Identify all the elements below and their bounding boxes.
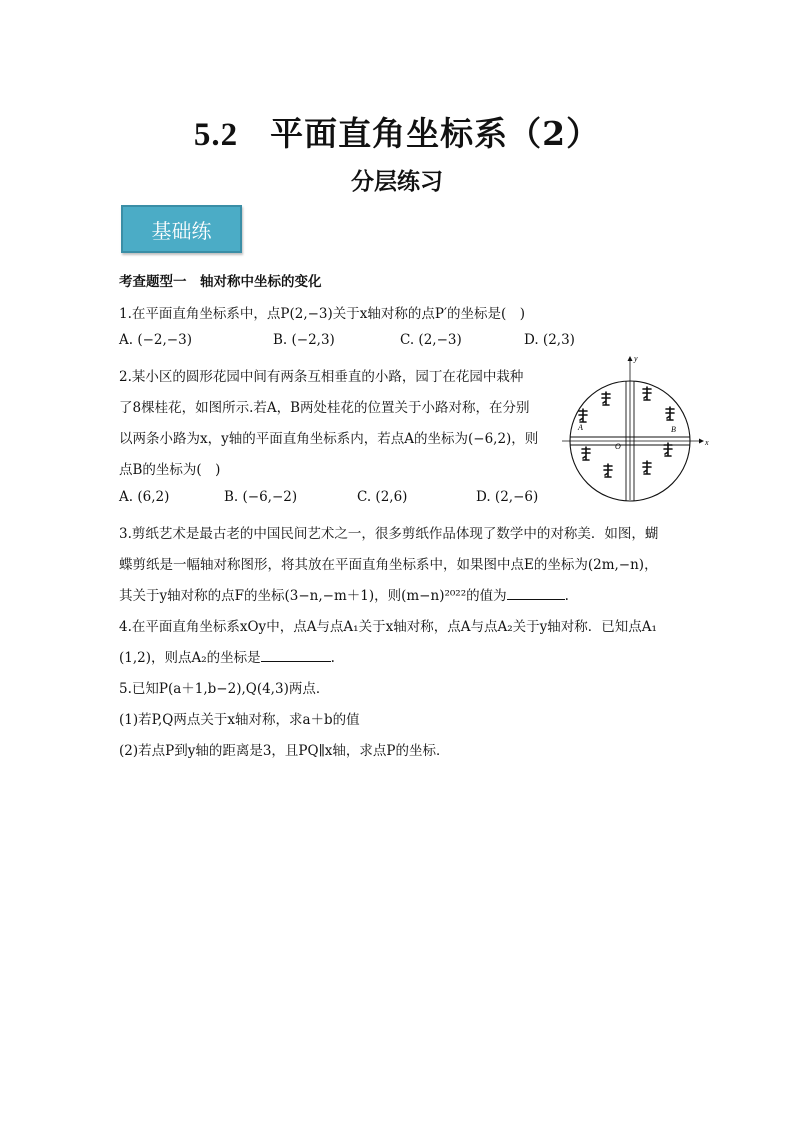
q3-end: . bbox=[564, 588, 569, 604]
section-heading: 考查题型一 轴对称中坐标的变化 bbox=[119, 274, 322, 290]
q4-line-1: 4.在平面直角坐标系xOy中，点A与点A₁关于x轴对称，点A与点A₂关于y轴对称．已知点A₁ bbox=[119, 619, 657, 635]
q1-text: 1.在平面直角坐标系中，点P(2,−3)关于x轴对称的点P′的坐标是( ) bbox=[119, 306, 526, 322]
q2-options bbox=[119, 489, 589, 507]
page-subtitle: 分层练习 bbox=[351, 168, 443, 195]
section-number: 5.2 bbox=[193, 117, 239, 153]
q5-line-1: 5.已知P(a＋1,b−2),Q(4,3)两点． bbox=[119, 681, 330, 697]
q2-option-d: D. (2,−6) bbox=[476, 489, 539, 505]
q1-option-d: D. (2,3) bbox=[524, 332, 575, 348]
q4-end: . bbox=[330, 650, 335, 666]
x-arrow-icon bbox=[699, 439, 704, 444]
garden-figure bbox=[560, 352, 710, 502]
q3-line-3-text: 其关于y轴对称的点F的坐标(3−n,−m＋1)，则(m−n)²⁰²²的值为 bbox=[119, 588, 507, 604]
axis-y-label: y bbox=[634, 354, 638, 363]
tree-icon bbox=[604, 464, 612, 477]
q2-option-a: A. (6,2) bbox=[119, 489, 170, 505]
point-a-label: A bbox=[578, 423, 583, 432]
axis-x-label: x bbox=[705, 438, 709, 447]
q2-line-3: 以两条小路为x，y轴的平面直角坐标系内，若点A的坐标为(−6,2)，则 bbox=[119, 431, 539, 447]
q2-line-1: 2.某小区的圆形花园中间有两条互相垂直的小路，园丁在花园中栽种 bbox=[119, 369, 524, 385]
y-arrow-icon bbox=[628, 356, 633, 361]
tree-icon bbox=[643, 461, 651, 474]
q4-line-2 bbox=[119, 646, 335, 666]
q4-line-2-text: (1,2)，则点A₂的坐标是 bbox=[119, 650, 261, 666]
page-title bbox=[0, 108, 794, 155]
q3-answer-blank[interactable] bbox=[507, 587, 565, 600]
q2-option-c: C. (2,6) bbox=[357, 489, 408, 505]
q5-part-1: (1)若P,Q两点关于x轴对称，求a＋b的值 bbox=[119, 712, 360, 728]
tree-icon bbox=[666, 407, 674, 420]
q3-line-2: 蝶剪纸是一幅轴对称图形，将其放在平面直角坐标系中，如果图中点E的坐标为(2m,−n)， bbox=[119, 557, 658, 573]
q1-option-b: B. (−2,3) bbox=[273, 332, 335, 348]
tree-icon bbox=[643, 387, 651, 400]
tree-icon bbox=[582, 447, 590, 460]
tree-icon bbox=[602, 392, 610, 405]
q2-option-b: B. (−6,−2) bbox=[224, 489, 298, 505]
q3-line-1: 3.剪纸艺术是最古老的中国民间艺术之一，很多剪纸作品体现了数学中的对称美．如图，蝴 bbox=[119, 526, 659, 542]
q5-part-2: (2)若点P到y轴的距离是3，且PQ∥x轴，求点P的坐标． bbox=[119, 743, 450, 759]
q1-options bbox=[119, 332, 589, 350]
q2-line-4: 点B的坐标为( ) bbox=[119, 462, 221, 478]
q4-answer-blank[interactable] bbox=[261, 649, 331, 662]
origin-label: O bbox=[615, 442, 621, 451]
tree-icon bbox=[664, 443, 672, 456]
q1-option-a: A. (−2,−3) bbox=[119, 332, 192, 348]
q3-line-3 bbox=[119, 584, 569, 604]
level-badge: 基础练 bbox=[121, 205, 242, 253]
q2-line-2: 了8棵桂花，如图所示.若A，B两处桂花的位置关于小路对称，在分别 bbox=[119, 400, 530, 416]
title-text: 平面直角坐标系（2） bbox=[270, 114, 601, 153]
tree-icon bbox=[579, 409, 587, 422]
q1-option-c: C. (2,−3) bbox=[400, 332, 462, 348]
point-b-label: B bbox=[671, 425, 676, 434]
